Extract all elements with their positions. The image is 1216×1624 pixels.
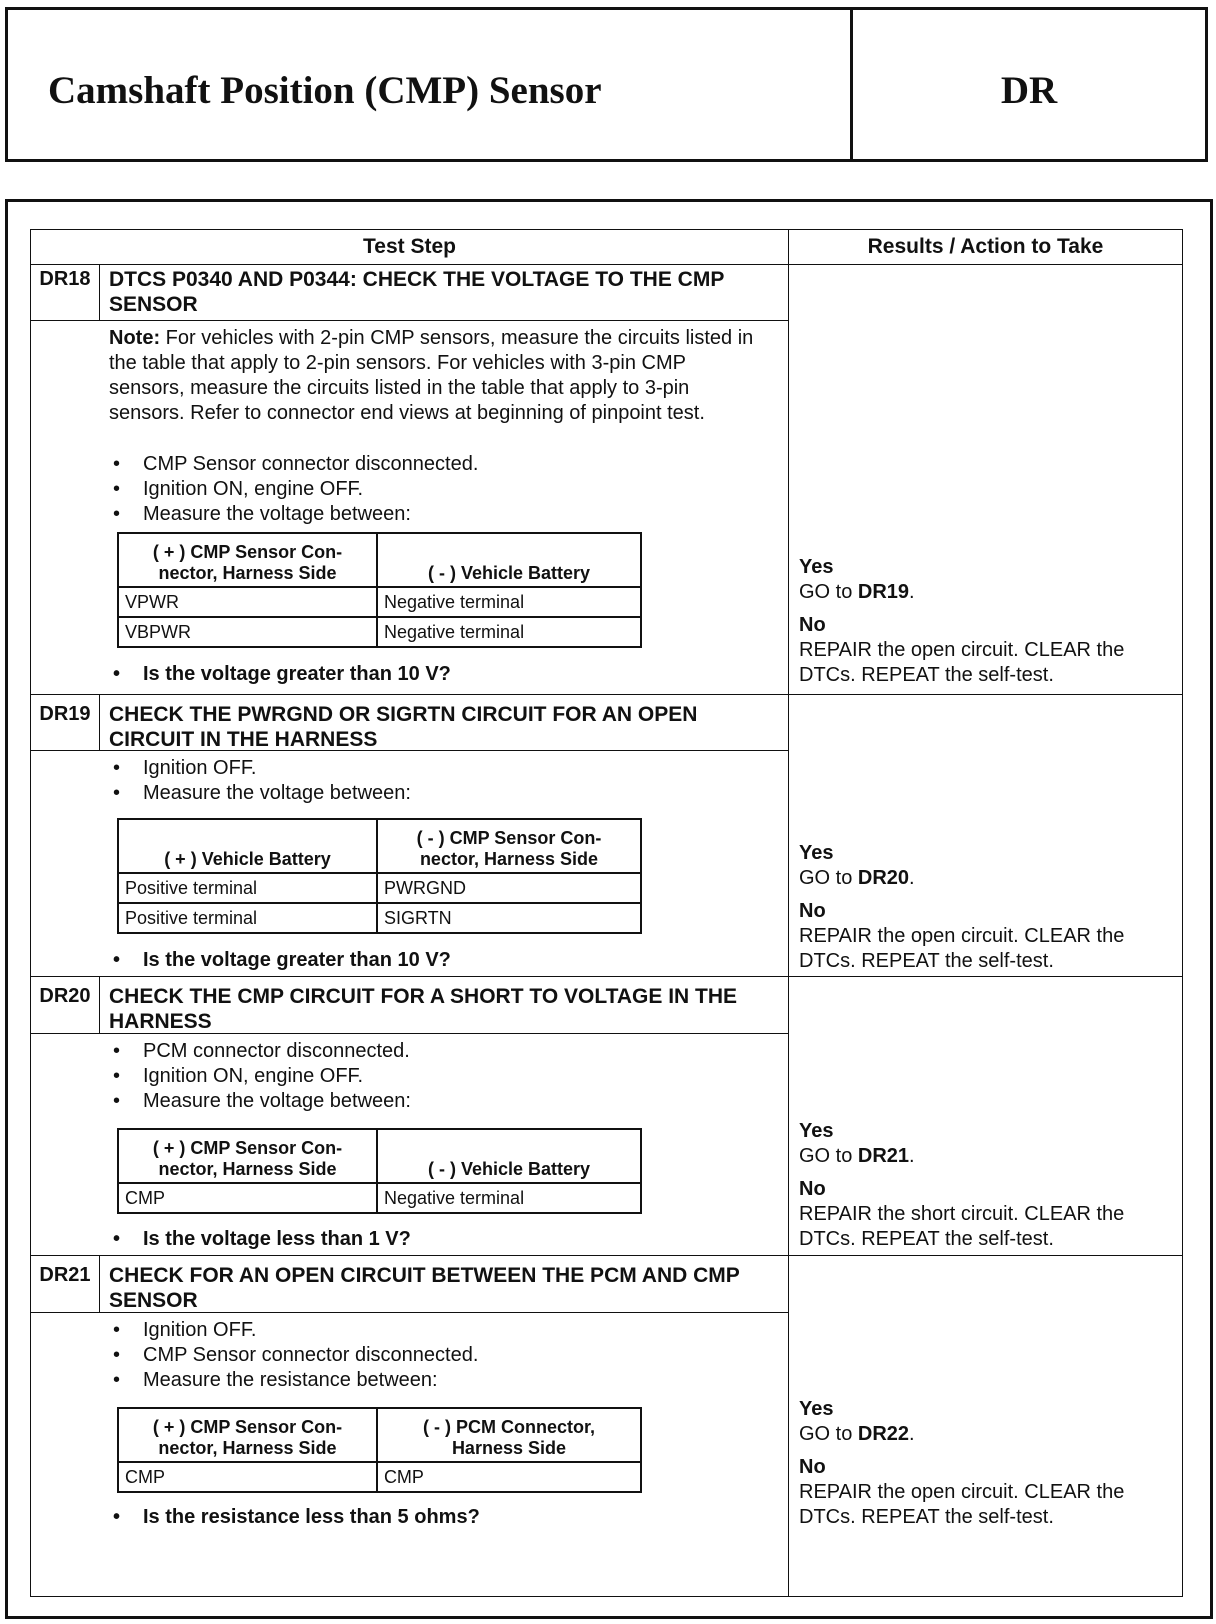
step-result [799, 1397, 1179, 1530]
column-divider [788, 230, 789, 1596]
measurement-cell: Negative terminal [377, 587, 641, 617]
step-title-rule [31, 750, 788, 751]
measurement-table [117, 1407, 642, 1493]
measurement-cell: PWRGND [377, 873, 641, 903]
header-box [5, 7, 1208, 162]
step-question: • Is the voltage greater than 10 V? [109, 948, 803, 973]
step-title: CHECK FOR AN OPEN CIRCUIT BETWEEN THE PCM AND CMP SENSOR [109, 1264, 740, 1312]
step-id: DR18 [39, 268, 91, 290]
measurement-cell: Positive terminal [118, 873, 377, 903]
page-title: Camshaft Position (CMP) Sensor [48, 69, 602, 112]
yes-action: GO to DR19. [799, 581, 915, 603]
measurement-cell: Negative terminal [377, 617, 641, 647]
yes-target: DR20 [857, 867, 910, 889]
no-label: No [799, 900, 826, 922]
measurement-table [117, 1128, 642, 1214]
step-id-divider [99, 1256, 100, 1313]
bullet-item: • Measure the resistance between: [109, 1368, 759, 1393]
no-action: REPAIR the open circuit. CLEAR the DTCs. REPEAT the self-test. [799, 925, 1125, 972]
yes-label: Yes [799, 1120, 834, 1142]
no-label: No [799, 1178, 826, 1200]
step-bullets [109, 1318, 759, 1393]
bullet-item: • Measure the voltage between: [109, 1089, 759, 1114]
step-id: DR19 [39, 703, 91, 725]
yes-target: DR21 [857, 1145, 910, 1167]
step-result [799, 1119, 1179, 1252]
note-text: For vehicles with 2-pin CMP sensors, measure the circuits listed in the table that apply to 2-pin sensors. For vehicles with 3-pin CMP sensors, measure the circuits listed in the table that apply to 3-pin sensors. Refer to connector end views at beginning of pinpoint test. [109, 327, 754, 424]
step-bullets [109, 756, 759, 806]
measurement-cell: CMP [118, 1462, 377, 1492]
step-id: DR20 [39, 985, 91, 1007]
measurement-header: ( + ) CMP Sensor Con- nector, Harness Side [118, 1408, 377, 1462]
note-label: Note: [109, 327, 161, 349]
measurement-header: ( + ) CMP Sensor Con- nector, Harness Side [118, 1129, 377, 1183]
bullet-item: • CMP Sensor connector disconnected. [109, 452, 759, 477]
section-code: DR [1000, 69, 1058, 112]
measurement-table [117, 818, 642, 934]
step-separator [31, 976, 1182, 977]
bullet-item: • CMP Sensor connector disconnected. [109, 1343, 759, 1368]
test-step-header: Test Step [363, 235, 456, 258]
step-title-rule [31, 1033, 788, 1034]
step-result [799, 555, 1179, 688]
yes-label: Yes [799, 842, 834, 864]
step-id-divider [99, 695, 100, 751]
yes-action: GO to DR22. [799, 1423, 915, 1445]
measurement-table [117, 532, 642, 648]
step-question: • Is the voltage greater than 10 V? [109, 662, 803, 687]
measurement-cell: VPWR [118, 587, 377, 617]
no-label: No [799, 614, 826, 636]
step-title: CHECK THE PWRGND OR SIGRTN CIRCUIT FOR AN OPEN CIRCUIT IN THE HARNESS [109, 703, 698, 751]
measurement-cell: VBPWR [118, 617, 377, 647]
step-question: • Is the voltage less than 1 V? [109, 1227, 803, 1252]
bullet-item: • Ignition OFF. [109, 756, 759, 781]
bullet-item: • Measure the voltage between: [109, 781, 759, 806]
step-id-divider [99, 977, 100, 1034]
diagnostic-table [30, 229, 1183, 1597]
yes-label: Yes [799, 1398, 834, 1420]
no-action: REPAIR the open circuit. CLEAR the DTCs. REPEAT the self-test. [799, 1481, 1125, 1528]
step-id-divider [99, 265, 100, 321]
no-action: REPAIR the short circuit. CLEAR the DTCs. REPEAT the self-test. [799, 1203, 1125, 1250]
step-separator [31, 694, 1182, 695]
yes-label: Yes [799, 556, 834, 578]
measurement-cell: Positive terminal [118, 903, 377, 933]
no-label: No [799, 1456, 826, 1478]
yes-target: DR22 [857, 1423, 910, 1445]
step-title: DTCS P0340 AND P0344: CHECK THE VOLTAGE TO THE CMP SENSOR [109, 268, 724, 316]
measurement-cell: Negative terminal [377, 1183, 641, 1213]
step-bullets [109, 452, 759, 527]
bullet-item: • Ignition OFF. [109, 1318, 759, 1343]
measurement-cell: SIGRTN [377, 903, 641, 933]
results-header: Results / Action to Take [867, 235, 1104, 258]
bullet-item: • Measure the voltage between: [109, 502, 759, 527]
no-action: REPAIR the open circuit. CLEAR the DTCs. REPEAT the self-test. [799, 639, 1125, 686]
yes-action: GO to DR21. [799, 1145, 915, 1167]
step-bullets [109, 1039, 759, 1114]
step-separator [31, 1255, 1182, 1256]
measurement-header: ( - ) PCM Connector, Harness Side [377, 1408, 641, 1462]
measurement-header: ( + ) Vehicle Battery [118, 819, 377, 873]
bullet-item: • Ignition ON, engine OFF. [109, 477, 759, 502]
measurement-cell: CMP [377, 1462, 641, 1492]
yes-target: DR19 [857, 581, 910, 603]
measurement-header: ( - ) Vehicle Battery [377, 533, 641, 587]
measurement-header: ( + ) CMP Sensor Con- nector, Harness Side [118, 533, 377, 587]
step-result [799, 841, 1179, 974]
measurement-header: ( - ) Vehicle Battery [377, 1129, 641, 1183]
step-title: CHECK THE CMP CIRCUIT FOR A SHORT TO VOLTAGE IN THE HARNESS [109, 985, 738, 1033]
step-id: DR21 [39, 1264, 91, 1286]
step-title-rule [31, 1312, 788, 1313]
step-note [109, 326, 759, 426]
step-question: • Is the resistance less than 5 ohms? [109, 1505, 803, 1530]
bullet-item: • Ignition ON, engine OFF. [109, 1064, 759, 1089]
measurement-cell: CMP [118, 1183, 377, 1213]
bullet-item: • PCM connector disconnected. [109, 1039, 759, 1064]
measurement-header: ( - ) CMP Sensor Con- nector, Harness Side [377, 819, 641, 873]
yes-action: GO to DR20. [799, 867, 915, 889]
step-title-rule [31, 320, 788, 321]
